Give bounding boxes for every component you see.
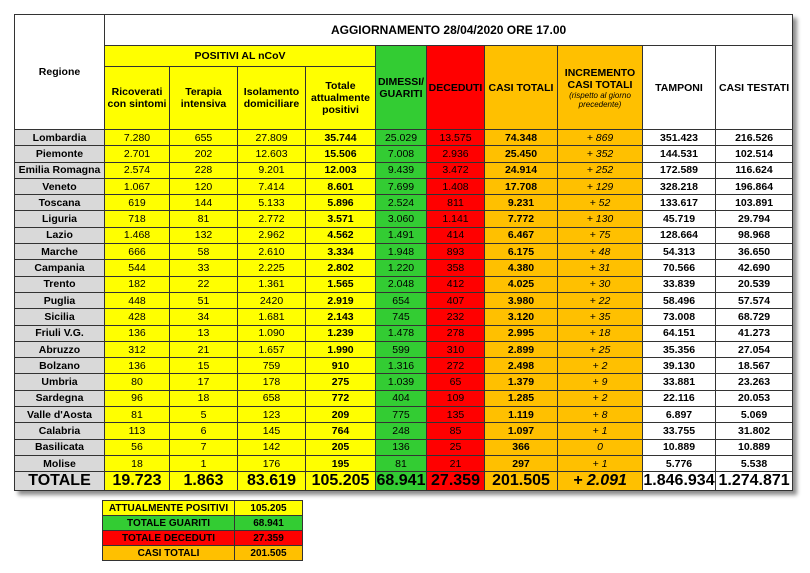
cell-ricoverati: 448 xyxy=(105,292,170,308)
cell-incremento: + 1 xyxy=(558,455,643,471)
cell-isolamento: 9.201 xyxy=(238,162,306,178)
table-row xyxy=(15,130,793,146)
cell-casi-testati: 216.526 xyxy=(716,130,793,146)
cell-terapia: 144 xyxy=(170,195,238,211)
cell-dimessi: 7.699 xyxy=(376,178,427,194)
totals-row xyxy=(15,472,793,491)
cell-isolamento: 658 xyxy=(238,390,306,406)
cell-isolamento: 12.603 xyxy=(238,146,306,162)
cell-isolamento: 2.772 xyxy=(238,211,306,227)
region-name: Umbria xyxy=(15,374,105,390)
cell-totale-positivi: 1.239 xyxy=(306,325,376,341)
cell-terapia: 7 xyxy=(170,439,238,455)
cell-terapia: 120 xyxy=(170,178,238,194)
cell-terapia: 81 xyxy=(170,211,238,227)
cell-ricoverati: 96 xyxy=(105,390,170,406)
cell-casi-testati: 27.054 xyxy=(716,341,793,357)
cell-totale-positivi: 195 xyxy=(306,455,376,471)
totals-terapia: 1.863 xyxy=(170,472,238,491)
cell-ricoverati: 18 xyxy=(105,455,170,471)
cell-totale-positivi: 209 xyxy=(306,407,376,423)
header-terapia: Terapia intensiva xyxy=(170,67,238,130)
cell-casi-totali: 6.175 xyxy=(485,244,558,260)
region-name: Lazio xyxy=(15,227,105,243)
region-name: Friuli V.G. xyxy=(15,325,105,341)
cell-totale-positivi: 275 xyxy=(306,374,376,390)
totals-tamponi: 1.846.934 xyxy=(643,472,715,490)
table-row xyxy=(15,439,793,455)
cell-ricoverati: 544 xyxy=(105,260,170,276)
header-regione: Regione xyxy=(15,15,105,130)
cell-casi-testati: 42.690 xyxy=(716,260,793,276)
cell-dimessi: 1.220 xyxy=(376,260,427,276)
cell-casi-totali: 74.348 xyxy=(485,130,558,146)
region-name: Liguria xyxy=(15,211,105,227)
cell-casi-totali: 1.119 xyxy=(485,407,558,423)
header-casi-totali: CASI TOTALI xyxy=(485,46,558,130)
cell-terapia: 655 xyxy=(170,130,238,146)
cell-casi-testati: 23.263 xyxy=(716,374,793,390)
header-dimessi: DIMESSI/ GUARITI xyxy=(376,46,427,130)
table-row xyxy=(15,325,793,341)
cell-deceduti: 21 xyxy=(427,455,485,471)
cell-dimessi: 1.316 xyxy=(376,358,427,374)
table-row xyxy=(15,211,793,227)
cell-tamponi: 39.130 xyxy=(643,358,716,374)
cell-ricoverati: 56 xyxy=(105,439,170,455)
cell-incremento: + 8 xyxy=(558,407,643,423)
region-name: Sicilia xyxy=(15,309,105,325)
cell-tamponi: 33.839 xyxy=(643,276,716,292)
cell-totale-positivi: 910 xyxy=(306,358,376,374)
table-row xyxy=(15,358,793,374)
cell-terapia: 33 xyxy=(170,260,238,276)
cell-casi-testati: 31.802 xyxy=(716,423,793,439)
cell-isolamento: 2420 xyxy=(238,292,306,308)
cell-totale-positivi: 5.896 xyxy=(306,195,376,211)
cell-ricoverati: 619 xyxy=(105,195,170,211)
cell-deceduti: 407 xyxy=(427,292,485,308)
cell-casi-totali: 24.914 xyxy=(485,162,558,178)
cell-casi-testati: 98.968 xyxy=(716,227,793,243)
cell-totale-positivi: 2.143 xyxy=(306,309,376,325)
region-name: Trento xyxy=(15,276,105,292)
cell-dimessi: 25.029 xyxy=(376,130,427,146)
cell-ricoverati: 136 xyxy=(105,325,170,341)
totals-deceduti: 27.359 xyxy=(427,472,485,491)
cell-totale-positivi: 12.003 xyxy=(306,162,376,178)
cell-isolamento: 1.657 xyxy=(238,341,306,357)
cell-casi-testati: 18.567 xyxy=(716,358,793,374)
cell-isolamento: 5.133 xyxy=(238,195,306,211)
cell-incremento: + 31 xyxy=(558,260,643,276)
region-name: Sardegna xyxy=(15,390,105,406)
cell-totale-positivi: 8.601 xyxy=(306,178,376,194)
cell-dimessi: 2.048 xyxy=(376,276,427,292)
table-row xyxy=(15,390,793,406)
cell-dimessi: 599 xyxy=(376,341,427,357)
cell-casi-totali: 9.231 xyxy=(485,195,558,211)
cell-dimessi: 1.478 xyxy=(376,325,427,341)
cell-terapia: 17 xyxy=(170,374,238,390)
cell-casi-testati: 20.053 xyxy=(716,390,793,406)
cell-deceduti: 278 xyxy=(427,325,485,341)
summary-row xyxy=(103,501,303,516)
cell-ricoverati: 80 xyxy=(105,374,170,390)
cell-casi-totali: 7.772 xyxy=(485,211,558,227)
cell-casi-testati: 196.864 xyxy=(716,178,793,194)
cell-tamponi: 54.313 xyxy=(643,244,716,260)
cell-terapia: 15 xyxy=(170,358,238,374)
cell-isolamento: 145 xyxy=(238,423,306,439)
cell-totale-positivi: 2.919 xyxy=(306,292,376,308)
table-row xyxy=(15,227,793,243)
table-row xyxy=(15,195,793,211)
cell-casi-testati: 102.514 xyxy=(716,146,793,162)
cell-ricoverati: 7.280 xyxy=(105,130,170,146)
region-name: Puglia xyxy=(15,292,105,308)
cell-casi-totali: 1.097 xyxy=(485,423,558,439)
cell-casi-totali: 4.380 xyxy=(485,260,558,276)
cell-terapia: 51 xyxy=(170,292,238,308)
cell-incremento: + 129 xyxy=(558,178,643,194)
summary-value: 68.941 xyxy=(235,516,303,531)
cell-tamponi: 64.151 xyxy=(643,325,716,341)
region-name: Toscana xyxy=(15,195,105,211)
cell-dimessi: 1.948 xyxy=(376,244,427,260)
cell-tamponi: 328.218 xyxy=(643,178,716,194)
summary-label: CASI TOTALI xyxy=(103,546,235,561)
cell-ricoverati: 182 xyxy=(105,276,170,292)
region-name: Piemonte xyxy=(15,146,105,162)
cell-isolamento: 759 xyxy=(238,358,306,374)
cell-casi-totali: 2.899 xyxy=(485,341,558,357)
cell-terapia: 21 xyxy=(170,341,238,357)
cell-totale-positivi: 1.565 xyxy=(306,276,376,292)
region-name: Molise xyxy=(15,455,105,471)
cell-incremento: 0 xyxy=(558,439,643,455)
cell-deceduti: 3.472 xyxy=(427,162,485,178)
cell-terapia: 1 xyxy=(170,455,238,471)
regional-data-table xyxy=(14,14,793,491)
cell-dimessi: 136 xyxy=(376,439,427,455)
cell-deceduti: 135 xyxy=(427,407,485,423)
cell-terapia: 13 xyxy=(170,325,238,341)
cell-totale-positivi: 3.571 xyxy=(306,211,376,227)
table-row xyxy=(15,341,793,357)
cell-deceduti: 1.408 xyxy=(427,178,485,194)
region-name: Bolzano xyxy=(15,358,105,374)
cell-incremento: + 75 xyxy=(558,227,643,243)
cell-casi-testati: 5.538 xyxy=(716,455,793,471)
cell-ricoverati: 1.067 xyxy=(105,178,170,194)
cell-casi-totali: 297 xyxy=(485,455,558,471)
cell-incremento: + 48 xyxy=(558,244,643,260)
cell-isolamento: 142 xyxy=(238,439,306,455)
cell-incremento: + 18 xyxy=(558,325,643,341)
cell-tamponi: 45.719 xyxy=(643,211,716,227)
cell-casi-testati: 68.729 xyxy=(716,309,793,325)
cell-ricoverati: 81 xyxy=(105,407,170,423)
cell-isolamento: 1.090 xyxy=(238,325,306,341)
cell-ricoverati: 718 xyxy=(105,211,170,227)
cell-casi-totali: 1.379 xyxy=(485,374,558,390)
cell-casi-totali: 17.708 xyxy=(485,178,558,194)
table-row xyxy=(15,162,793,178)
cell-casi-testati: 5.069 xyxy=(716,407,793,423)
totals-isolamento: 83.619 xyxy=(238,472,306,491)
table-title: AGGIORNAMENTO 28/04/2020 ORE 17.00 xyxy=(105,15,793,46)
region-name: Calabria xyxy=(15,423,105,439)
table-row xyxy=(15,276,793,292)
cell-dimessi: 3.060 xyxy=(376,211,427,227)
cell-casi-testati: 10.889 xyxy=(716,439,793,455)
cell-ricoverati: 1.468 xyxy=(105,227,170,243)
header-incremento xyxy=(558,46,643,130)
cell-ricoverati: 136 xyxy=(105,358,170,374)
cell-incremento: + 2 xyxy=(558,390,643,406)
summary-row xyxy=(103,516,303,531)
summary-row xyxy=(103,531,303,546)
cell-tamponi: 73.008 xyxy=(643,309,716,325)
region-name: Abruzzo xyxy=(15,341,105,357)
cell-terapia: 58 xyxy=(170,244,238,260)
table-row xyxy=(15,309,793,325)
cell-tamponi: 33.881 xyxy=(643,374,716,390)
table-row xyxy=(15,146,793,162)
cell-tamponi: 144.531 xyxy=(643,146,716,162)
header-ricoverati: Ricoverati con sintomi xyxy=(105,67,170,130)
cell-ricoverati: 312 xyxy=(105,341,170,357)
region-name: Marche xyxy=(15,244,105,260)
cell-terapia: 18 xyxy=(170,390,238,406)
cell-totale-positivi: 3.334 xyxy=(306,244,376,260)
cell-tamponi: 133.617 xyxy=(643,195,716,211)
summary-row xyxy=(103,546,303,561)
cell-isolamento: 1.681 xyxy=(238,309,306,325)
cell-dimessi: 404 xyxy=(376,390,427,406)
cell-incremento: + 30 xyxy=(558,276,643,292)
totals-incremento: + 2.091 xyxy=(558,472,643,491)
table-row xyxy=(15,374,793,390)
cell-casi-totali: 3.120 xyxy=(485,309,558,325)
cell-terapia: 22 xyxy=(170,276,238,292)
cell-deceduti: 358 xyxy=(427,260,485,276)
header-isolamento: Isolamento domiciliare xyxy=(238,67,306,130)
cell-deceduti: 25 xyxy=(427,439,485,455)
cell-totale-positivi: 4.562 xyxy=(306,227,376,243)
cell-incremento: + 22 xyxy=(558,292,643,308)
summary-value: 27.359 xyxy=(235,531,303,546)
cell-isolamento: 1.361 xyxy=(238,276,306,292)
totals-dimessi: 68.941 xyxy=(376,472,426,490)
region-name: Campania xyxy=(15,260,105,276)
cell-ricoverati: 428 xyxy=(105,309,170,325)
table-row xyxy=(15,260,793,276)
summary-label: ATTUALMENTE POSITIVI xyxy=(103,501,235,516)
cell-deceduti: 65 xyxy=(427,374,485,390)
header-deceduti: DECEDUTI xyxy=(427,46,485,130)
cell-deceduti: 412 xyxy=(427,276,485,292)
table-row xyxy=(15,178,793,194)
table-row xyxy=(15,292,793,308)
summary-value: 201.505 xyxy=(235,546,303,561)
cell-deceduti: 272 xyxy=(427,358,485,374)
cell-casi-totali: 3.980 xyxy=(485,292,558,308)
cell-terapia: 132 xyxy=(170,227,238,243)
cell-totale-positivi: 1.990 xyxy=(306,341,376,357)
header-casi-testati: CASI TESTATI xyxy=(716,46,793,130)
cell-incremento: + 130 xyxy=(558,211,643,227)
table-row xyxy=(15,455,793,471)
summary-table xyxy=(102,500,303,561)
cell-casi-totali: 366 xyxy=(485,439,558,455)
cell-deceduti: 310 xyxy=(427,341,485,357)
cell-casi-testati: 103.891 xyxy=(716,195,793,211)
cell-casi-totali: 2.995 xyxy=(485,325,558,341)
cell-deceduti: 893 xyxy=(427,244,485,260)
cell-deceduti: 232 xyxy=(427,309,485,325)
cell-incremento: + 35 xyxy=(558,309,643,325)
cell-incremento: + 1 xyxy=(558,423,643,439)
table-row xyxy=(15,407,793,423)
cell-terapia: 202 xyxy=(170,146,238,162)
region-name: Emilia Romagna xyxy=(15,162,105,178)
cell-ricoverati: 2.574 xyxy=(105,162,170,178)
cell-dimessi: 654 xyxy=(376,292,427,308)
cell-tamponi: 351.423 xyxy=(643,130,716,146)
cell-isolamento: 123 xyxy=(238,407,306,423)
region-name: Veneto xyxy=(15,178,105,194)
cell-totale-positivi: 205 xyxy=(306,439,376,455)
cell-deceduti: 1.141 xyxy=(427,211,485,227)
cell-dimessi: 7.008 xyxy=(376,146,427,162)
cell-incremento: + 9 xyxy=(558,374,643,390)
cell-terapia: 228 xyxy=(170,162,238,178)
cell-totale-positivi: 15.506 xyxy=(306,146,376,162)
cell-totale-positivi: 772 xyxy=(306,390,376,406)
cell-deceduti: 109 xyxy=(427,390,485,406)
cell-tamponi: 22.116 xyxy=(643,390,716,406)
cell-isolamento: 2.225 xyxy=(238,260,306,276)
cell-isolamento: 7.414 xyxy=(238,178,306,194)
cell-casi-testati: 29.794 xyxy=(716,211,793,227)
cell-casi-totali: 6.467 xyxy=(485,227,558,243)
cell-tamponi: 10.889 xyxy=(643,439,716,455)
header-totale-positivi: Totale attualmente positivi xyxy=(306,67,376,130)
cell-tamponi: 58.496 xyxy=(643,292,716,308)
cell-casi-totali: 25.450 xyxy=(485,146,558,162)
cell-totale-positivi: 2.802 xyxy=(306,260,376,276)
totals-casi: 201.505 xyxy=(485,472,558,491)
cell-deceduti: 2.936 xyxy=(427,146,485,162)
cell-incremento: + 869 xyxy=(558,130,643,146)
cell-tamponi: 5.776 xyxy=(643,455,716,471)
cell-incremento: + 2 xyxy=(558,358,643,374)
cell-incremento: + 352 xyxy=(558,146,643,162)
cell-incremento: + 252 xyxy=(558,162,643,178)
cell-deceduti: 811 xyxy=(427,195,485,211)
cell-deceduti: 414 xyxy=(427,227,485,243)
summary-label: TOTALE GUARITI xyxy=(103,516,235,531)
cell-tamponi: 128.664 xyxy=(643,227,716,243)
cell-tamponi: 172.589 xyxy=(643,162,716,178)
region-name: Basilicata xyxy=(15,439,105,455)
totals-totale: 105.205 xyxy=(306,472,376,491)
totals-label: TOTALE xyxy=(15,472,105,491)
cell-dimessi: 1.039 xyxy=(376,374,427,390)
cell-incremento: + 52 xyxy=(558,195,643,211)
cell-terapia: 6 xyxy=(170,423,238,439)
summary-label: TOTALE DECEDUTI xyxy=(103,531,235,546)
header-tamponi: TAMPONI xyxy=(643,46,716,130)
cell-tamponi: 6.897 xyxy=(643,407,716,423)
cell-totale-positivi: 35.744 xyxy=(306,130,376,146)
cell-terapia: 5 xyxy=(170,407,238,423)
table-row xyxy=(15,423,793,439)
region-name: Valle d'Aosta xyxy=(15,407,105,423)
cell-casi-totali: 2.498 xyxy=(485,358,558,374)
cell-isolamento: 2.610 xyxy=(238,244,306,260)
cell-isolamento: 2.962 xyxy=(238,227,306,243)
cell-isolamento: 27.809 xyxy=(238,130,306,146)
cell-incremento: + 25 xyxy=(558,341,643,357)
cell-tamponi: 33.755 xyxy=(643,423,716,439)
cell-terapia: 34 xyxy=(170,309,238,325)
summary-value: 105.205 xyxy=(235,501,303,516)
header-incremento-note: (rispetto al giorno precedente) xyxy=(569,90,631,109)
cell-dimessi: 775 xyxy=(376,407,427,423)
cell-casi-testati: 36.650 xyxy=(716,244,793,260)
cell-ricoverati: 666 xyxy=(105,244,170,260)
cell-casi-totali: 1.285 xyxy=(485,390,558,406)
table-body xyxy=(15,130,793,472)
cell-casi-testati: 57.574 xyxy=(716,292,793,308)
cell-ricoverati: 2.701 xyxy=(105,146,170,162)
cell-isolamento: 176 xyxy=(238,455,306,471)
cell-ricoverati: 113 xyxy=(105,423,170,439)
cell-casi-testati: 116.624 xyxy=(716,162,793,178)
region-name: Lombardia xyxy=(15,130,105,146)
cell-dimessi: 248 xyxy=(376,423,427,439)
header-positivi-group: POSITIVI AL nCoV xyxy=(105,46,376,67)
cell-tamponi: 70.566 xyxy=(643,260,716,276)
cell-deceduti: 85 xyxy=(427,423,485,439)
cell-casi-totali: 4.025 xyxy=(485,276,558,292)
cell-dimessi: 1.491 xyxy=(376,227,427,243)
totals-testati: 1.274.871 xyxy=(716,472,793,491)
cell-tamponi: 35.356 xyxy=(643,341,716,357)
cell-dimessi: 2.524 xyxy=(376,195,427,211)
cell-dimessi: 745 xyxy=(376,309,427,325)
cell-dimessi: 9.439 xyxy=(376,162,427,178)
cell-isolamento: 178 xyxy=(238,374,306,390)
cell-totale-positivi: 764 xyxy=(306,423,376,439)
totals-ricoverati: 19.723 xyxy=(105,472,170,491)
table-row xyxy=(15,244,793,260)
cell-dimessi: 81 xyxy=(376,455,427,471)
header-incremento-label: INCREMENTO CASI TOTALI xyxy=(564,66,636,91)
cell-casi-testati: 20.539 xyxy=(716,276,793,292)
cell-deceduti: 13.575 xyxy=(427,130,485,146)
cell-casi-testati: 41.273 xyxy=(716,325,793,341)
